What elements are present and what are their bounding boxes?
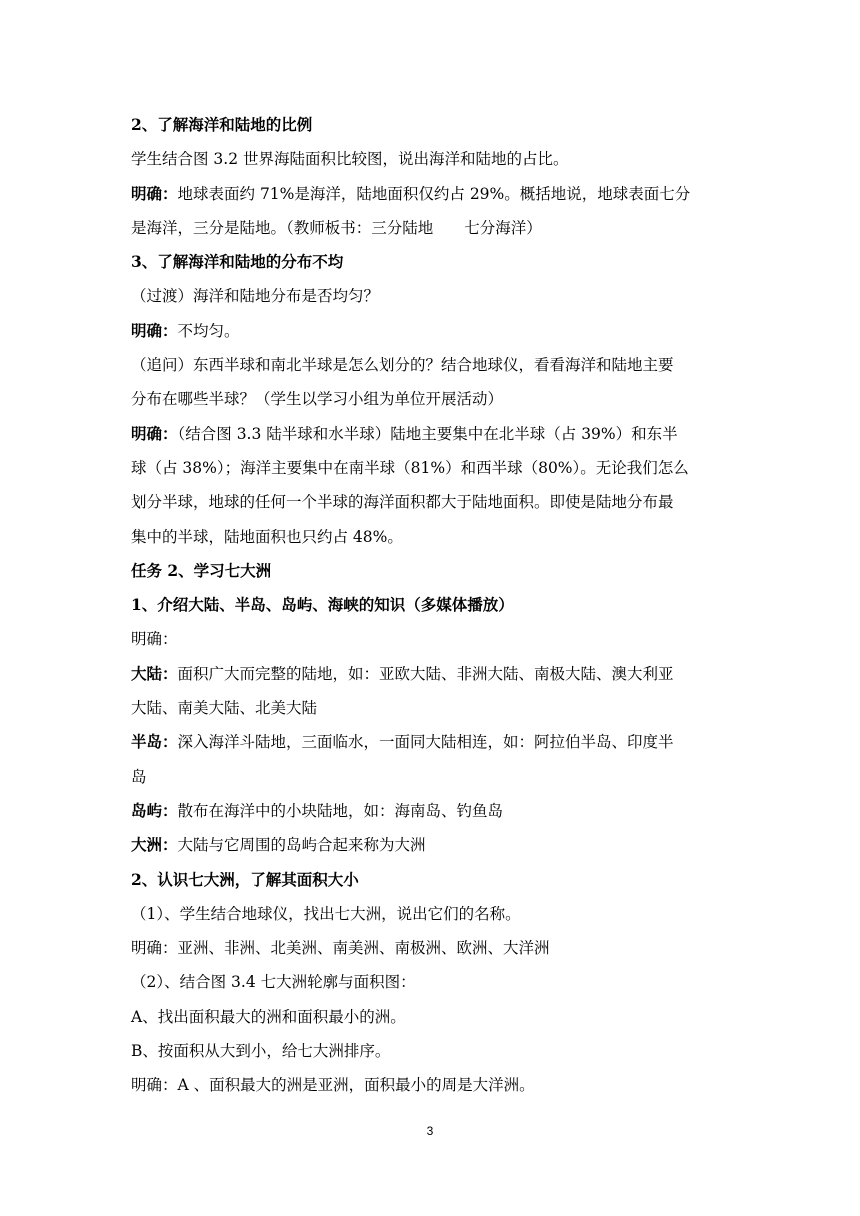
text-line bbox=[131, 863, 735, 897]
line-label: 岛屿： bbox=[131, 800, 178, 820]
text-line bbox=[131, 314, 735, 348]
text-line bbox=[131, 348, 735, 382]
line-text: 面积广大而完整的陆地，如：亚欧大陆、非洲大陆、南极大陆、澳大利亚 bbox=[177, 664, 674, 683]
line-text: 散布在海洋中的小块陆地，如：海南岛、钓鱼岛 bbox=[177, 801, 504, 820]
text-line bbox=[131, 417, 735, 451]
text-line bbox=[131, 897, 735, 931]
text-line bbox=[131, 725, 735, 759]
text-line bbox=[131, 931, 735, 965]
text-line bbox=[131, 245, 735, 279]
text-line bbox=[131, 588, 735, 622]
text-line bbox=[131, 485, 735, 519]
text-line bbox=[131, 691, 735, 725]
line-text: A、找出面积最大的洲和面积最小的洲。 bbox=[131, 1007, 406, 1026]
text-line bbox=[131, 177, 735, 211]
line-text: 明确： bbox=[131, 630, 178, 649]
text-line bbox=[131, 279, 735, 313]
line-text: （结合图 3.3 陆半球和水半球）陆地主要集中在北半球（占 39%）和东半 bbox=[177, 424, 678, 443]
line-text: 任务 2、学习七大洲 bbox=[131, 560, 272, 580]
line-text: 1、介绍大陆、半岛、岛屿、海峡的知识（多媒体播放） bbox=[131, 595, 514, 615]
text-line bbox=[131, 657, 735, 691]
text-line bbox=[131, 211, 735, 245]
page-number: 3 bbox=[426, 1124, 434, 1138]
line-text: 学生结合图 3.2 世界海陆面积比较图，说出海洋和陆地的占比。 bbox=[131, 150, 569, 169]
line-text: 分布在哪些半球？（学生以学习小组为单位开展活动） bbox=[131, 390, 504, 409]
line-text: 明确：A 、面积最大的洲是亚洲，面积最小的周是大洋洲。 bbox=[131, 1076, 535, 1095]
line-text: 大陆与它周围的岛屿合起来称为大洲 bbox=[177, 836, 426, 855]
text-line bbox=[131, 828, 735, 862]
line-text: （1）、学生结合地球仪，找出七大洲，说出它们的名称。 bbox=[131, 904, 521, 923]
line-text: 集中的半球，陆地面积也只约占 48%。 bbox=[131, 527, 403, 546]
text-line bbox=[131, 108, 735, 142]
line-text: （2）、结合图 3.4 七大洲轮廓与面积图： bbox=[131, 973, 416, 992]
document-body bbox=[131, 108, 735, 1103]
line-text: 不均匀。 bbox=[177, 321, 240, 340]
line-label: 半岛： bbox=[131, 732, 178, 752]
line-text: （过渡）海洋和陆地分布是否均匀？ bbox=[131, 287, 380, 306]
line-text: 2、认识七大洲，了解其面积大小 bbox=[131, 869, 359, 889]
line-label: 明确： bbox=[131, 320, 178, 340]
text-line bbox=[131, 554, 735, 588]
text-line bbox=[131, 760, 735, 794]
text-line bbox=[131, 965, 735, 999]
line-text: 明确：亚洲、非洲、北美洲、南美洲、南极洲、欧洲、大洋洲 bbox=[131, 939, 550, 958]
line-text: 3、了解海洋和陆地的分布不均 bbox=[131, 252, 344, 272]
line-text: 2、了解海洋和陆地的比例 bbox=[131, 115, 313, 134]
text-line bbox=[131, 451, 735, 485]
line-text: 球（占 38%）；海洋主要集中在南半球（81%）和西半球（80%）。无论我们怎么 bbox=[131, 458, 689, 477]
text-line bbox=[131, 1000, 735, 1034]
line-text: 深入海洋斗陆地，三面临水，一面同大陆相连，如：阿拉伯半岛、印度半 bbox=[177, 733, 674, 752]
line-text: 划分半球，地球的任何一个半球的海洋面积都大于陆地面积。即使是陆地分布最 bbox=[131, 493, 674, 512]
text-line bbox=[131, 622, 735, 656]
line-label: 大陆： bbox=[131, 663, 178, 683]
text-line bbox=[131, 1034, 735, 1068]
text-line bbox=[131, 1068, 735, 1102]
line-label: 明确： bbox=[131, 183, 178, 203]
line-text: （追问）东西半球和南北半球是怎么划分的？结合地球仪，看看海洋和陆地主要 bbox=[131, 356, 674, 375]
text-line bbox=[131, 794, 735, 828]
line-label: 明确： bbox=[131, 423, 178, 443]
line-text: 大陆、南美大陆、北美大陆 bbox=[131, 699, 318, 718]
line-text: 是海洋，三分是陆地。（教师板书：三分陆地 七分海洋） bbox=[131, 218, 542, 237]
text-line bbox=[131, 520, 735, 554]
line-text: B、按面积从大到小，给七大洲排序。 bbox=[131, 1042, 391, 1061]
text-line bbox=[131, 382, 735, 416]
line-label: 大洲： bbox=[131, 835, 178, 855]
line-text: 地球表面约 71%是海洋，陆地面积仅约占 29%。概括地说，地球表面七分 bbox=[177, 184, 691, 203]
text-line bbox=[131, 142, 735, 176]
line-text: 岛 bbox=[131, 767, 147, 786]
